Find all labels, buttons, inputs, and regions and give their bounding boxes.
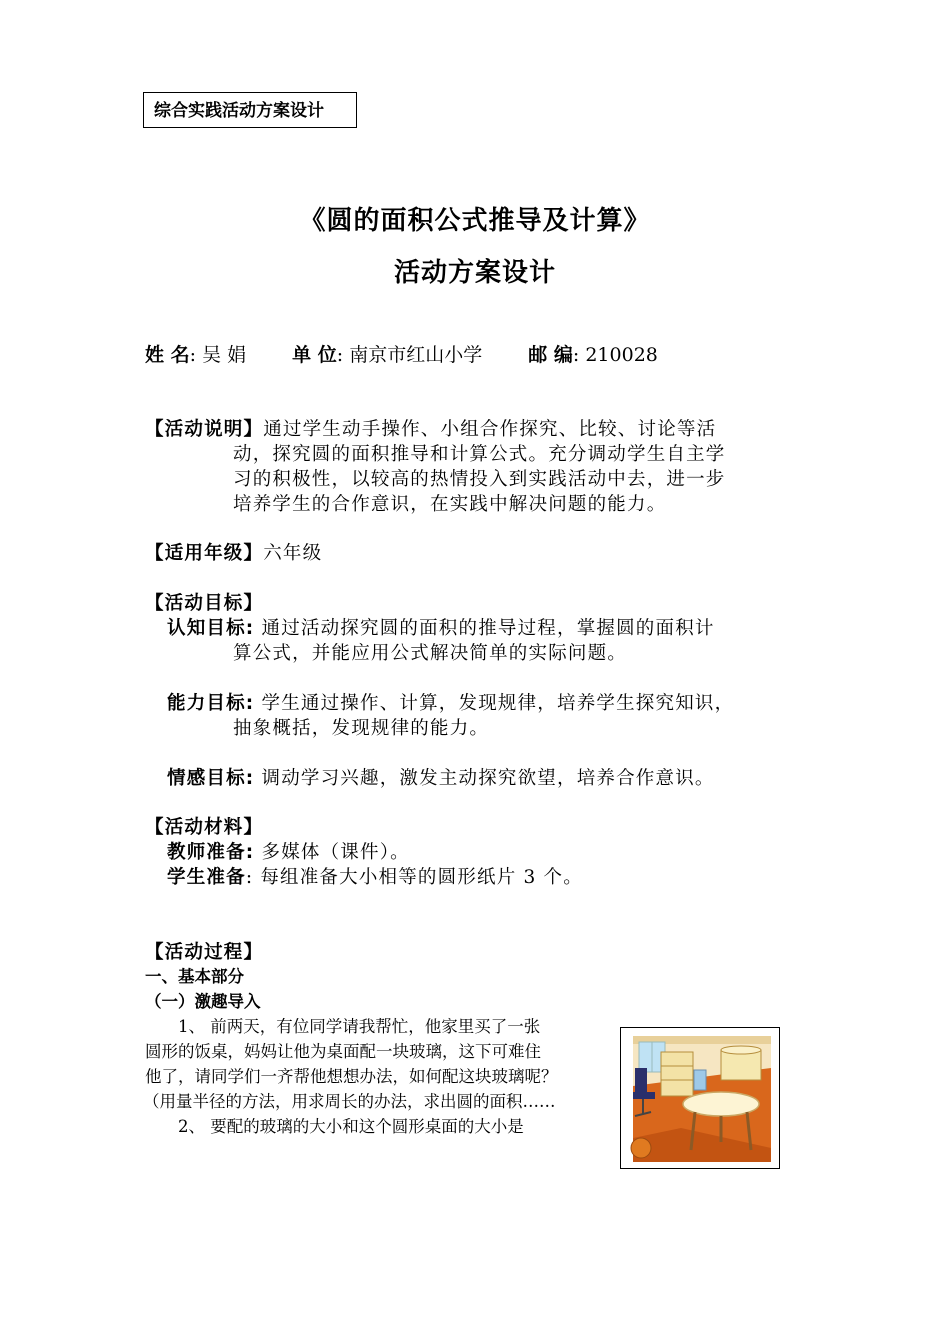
activity-desc-label: 【活动说明】 <box>145 419 264 440</box>
title-line-1: 《圆的面积公式推导及计算》 <box>299 206 651 236</box>
process-p2-line-1: 2、 要配的玻璃的大小和这个圆形桌面的大小是 <box>178 1117 524 1136</box>
student-prep-value: : 每组准备大小相等的圆形纸片 3 个。 <box>245 867 583 888</box>
activity-desc-line-1: 【活动说明】通过学生动手操作、小组合作探究、比较、讨论等活 <box>145 419 717 440</box>
process-p1-line-3: 他了，请同学们一齐帮他想想办法，如何配这块玻璃呢？ <box>145 1067 558 1086</box>
ability-goal-line-2: 抽象概括，发现规律的能力。 <box>233 718 490 739</box>
teacher-prep-label: 教师准备: <box>167 842 255 863</box>
cognitive-goal-label: 认知目标: <box>167 618 255 639</box>
ability-goal-label: 能力目标: <box>167 693 255 714</box>
cognitive-goal-line-1: 认知目标: 通过活动探究圆的面积的推导过程，掌握圆的面积计 <box>167 618 715 639</box>
name-value: : 吴 娟 <box>189 344 247 366</box>
room-picture-frame <box>620 1027 780 1169</box>
process-label: 【活动过程】 <box>145 942 264 963</box>
zip-value: : 210028 <box>572 344 658 366</box>
name-label: 姓 名 <box>145 344 190 366</box>
author-info <box>145 340 658 367</box>
sub-1-heading: （一）激趣导入 <box>145 992 261 1011</box>
header-tag-text: 综合实践活动方案设计 <box>154 101 324 121</box>
student-prep-row <box>167 865 583 890</box>
activity-desc-line-2: 动，探究圆的面积推导和计算公式。充分调动学生自主学 <box>233 444 726 465</box>
materials-label: 【活动材料】 <box>145 817 264 838</box>
title-line-2: 活动方案设计 <box>393 258 556 288</box>
unit-value: : 南京市红山小学 <box>336 344 483 366</box>
part-1-heading: 一、基本部分 <box>145 967 244 986</box>
teacher-prep-row <box>167 840 410 865</box>
emotion-goal-line-1: 情感目标: 调动学习兴趣，激发主动探究欲望，培养合作意识。 <box>167 768 715 789</box>
cognitive-goal-line-2: 算公式，并能应用公式解决简单的实际问题。 <box>233 643 628 664</box>
grade-label: 【适用年级】 <box>145 543 264 564</box>
student-prep-label: 学生准备 <box>167 867 246 888</box>
goals-label: 【活动目标】 <box>145 593 264 614</box>
activity-desc-line-4: 培养学生的合作意识，在实践中解决问题的能力。 <box>233 494 667 515</box>
room-with-round-table-illustration-icon <box>621 1028 778 1167</box>
zip-label: 邮 编 <box>528 344 573 366</box>
grade-value: 六年级 <box>263 543 323 564</box>
emotion-goal-label: 情感目标: <box>167 768 255 789</box>
teacher-prep-value: 多媒体（课件）。 <box>261 842 410 863</box>
process-p1-line-2: 圆形的饭桌，妈妈让他为桌面配一块玻璃，这下可难住 <box>145 1042 541 1061</box>
grade-row <box>145 541 322 566</box>
unit-label: 单 位 <box>292 344 337 366</box>
activity-desc-line-3: 习的积极性，以较高的热情投入到实践活动中去，进一步 <box>233 469 726 490</box>
process-p1-line-1: 1、 前两天，有位同学请我帮忙，他家里买了一张 <box>178 1017 541 1036</box>
process-p1-line-4: （用量半径的方法，用求周长的办法，求出圆的面积…… <box>143 1092 556 1111</box>
header-tag-box <box>143 92 357 128</box>
ability-goal-line-1: 能力目标: 学生通过操作、计算，发现规律，培养学生探究知识， <box>167 693 735 714</box>
